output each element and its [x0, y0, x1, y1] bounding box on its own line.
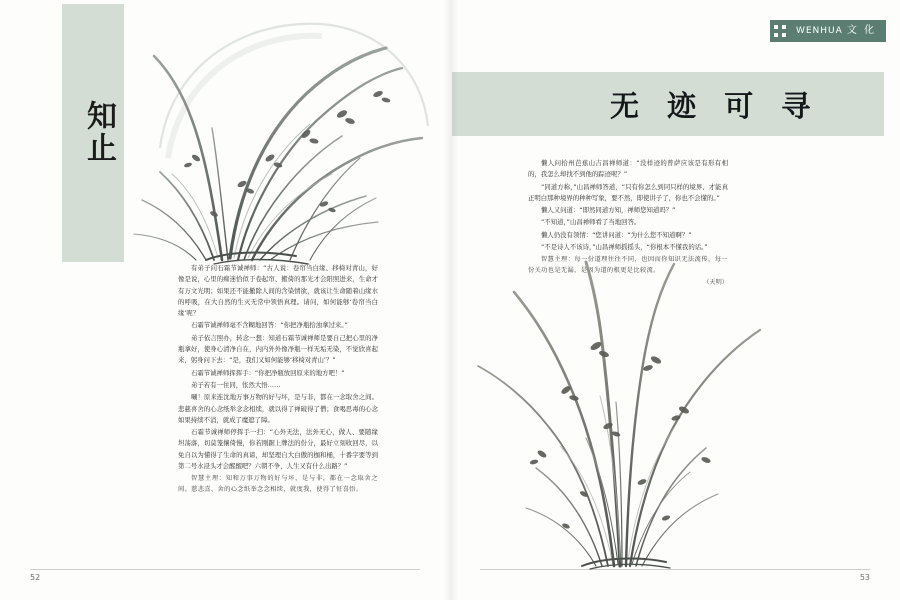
paragraph: “同道方称，”山昌禅师答道，“只有你怎么到同只样的境界、才能真正明白那种境界的种种写象，要不然，即使讲子了，你也不会懂的。”	[528, 182, 728, 202]
ink-orchid-painting-left	[110, 8, 440, 270]
paragraph: 唰！原来连沈地万事万物的好与坏，是与非，都在一念取舍之间。悲慈喜舍的心念纸举念念相续，就以得了禅破得了僧；食喝思毒的心念如果持续不消，就成了魔遮了障。	[178, 393, 378, 424]
paragraph: 有弟子问石霜节诚禅师：“古人说：卷帘当白缘、移椅对青山，好像是说，心里的痴迷恰似于卷起帘、搬倚的那光才会阳照进来，生命才有万文光明；如果还不能撤除人间的含染情欲，就该让生命随着山缘水的呼吸，在大自然的生灭无常中领悟真理。请问，如何能够‘卷帘当白缘’呢？	[178, 264, 378, 318]
right-body-column	[528, 158, 728, 290]
article-byline: （天明）	[703, 279, 728, 287]
flag-squares-icon	[770, 20, 792, 42]
section-flag-chinese: 文 化	[846, 25, 876, 36]
right-commentary-note: 智慧主理：每一份道理往往不同，也因而你知识无法流传，每一份关功也是无漏，是因为道的根更是比较流。	[528, 256, 728, 275]
left-commentary-note: 智慧主理：知和万事万物的好与坏，是与非，都在一念取舍之间。慈悲喜、舍的心念纸举念念相续，就度我，使得了怔喜悟。	[178, 475, 378, 494]
paragraph: 弟子若有一住同，怅然大悟……	[191, 380, 281, 389]
section-flag-label	[792, 20, 886, 42]
left-folio: 52	[30, 573, 41, 582]
paragraph: 石霜节诚禅师毫不含糊地回答：“你把净瓶拾浊拿过来。”	[191, 321, 348, 330]
article-headline: 无 迹 可 寻	[610, 89, 820, 123]
paragraph: 弟子依言照办，转念一想：知道石霜节诚禅师是要自己把心里的净瓶拿好，使身心清净自在，内内外外像净瓶一样无垢无染，不觉欣喜起来，躬身问下去：“是，我们又如何能够‘移椅对青山’？”	[178, 333, 378, 365]
paragraph: 懒人又问道：“即然同道方知，禅师您知道吗？”	[541, 206, 676, 215]
left-folio-rule	[30, 569, 420, 570]
section-flag	[770, 20, 886, 42]
paragraph: 懒人问拾州芭蕉山吉昌禅师道：“没样迹的普萨应该是有形有相的，我怎么却找不到他的踪迹呢？”	[528, 159, 728, 179]
paragraph: “不是诗人不该诗，”山昌禅师摇摇头，“你根本不懂我的话。”	[541, 243, 708, 252]
paragraph: 石霜节诚禅师停挥手一扫：“心外无法，法外无心，做人、要随缘坦荡落，切莫笼攘倚慢，你若刚踞上牌法的份分，最好立刻收回尽，以免自以为懂得了生命的真谛，却坚理自大白傲的枷和桶，十番字要等到第二号水浸头才会醒醒吧？六朝不争，人生又有什么出路？”	[178, 428, 378, 471]
left-page-title: 知止	[81, 100, 116, 164]
left-body-column	[178, 263, 378, 496]
section-flag-pinyin: WENHUA	[795, 26, 843, 36]
right-folio: 53	[859, 573, 870, 582]
right-folio-rule	[480, 569, 870, 570]
paragraph: “不知道，”山昌禅师看了当地回答。	[541, 218, 641, 227]
paragraph: 石霜节诚禅师挥挥手：“你把净瓶放回原来的地方吧！”	[191, 368, 345, 377]
paragraph: 懒人仍没有领情：“您讲问道：“为什么您不知道啊？”	[541, 230, 692, 239]
